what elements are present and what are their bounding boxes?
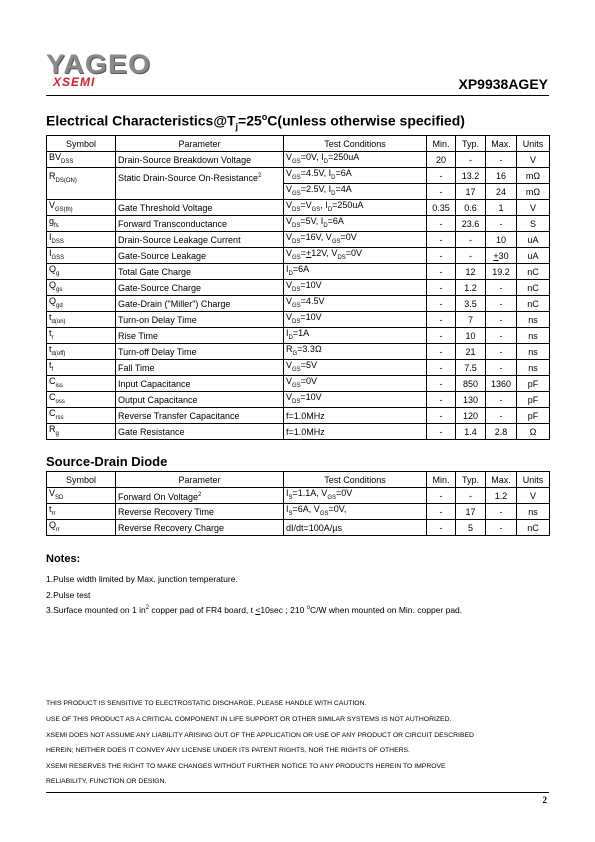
note-3: 3.Surface mounted on 1 $in^2$ copper pad of FR4 board, t <10sec ; 210 $^o$C/W when mounted on Min. copper pad. [46,605,463,615]
typ-cell: 23.6 [456,216,486,232]
min-cell: - [427,488,456,504]
condition-cell: $I_S=1.1A$, $V_{GS}=0V$ [284,488,427,504]
parameter-cell: Rise Time [116,328,284,344]
unit-cell: ns [517,328,550,344]
table-row [47,504,550,520]
max-cell: 10 [486,232,517,248]
column-header: Typ. [456,136,486,152]
symbol-cell: $V_{SD}$ [47,488,116,504]
parameter-cell: Input Capacitance [116,376,284,392]
min-cell: - [427,344,456,360]
parameter-cell: Total Gate Charge [116,264,284,280]
max-cell: 1360 [486,376,517,392]
typ-cell: 0.6 [456,200,486,216]
parameter-cell: Turn-off Delay Time [116,344,284,360]
column-header: Test Conditions [284,136,427,152]
parameter-cell: Gate Threshold Voltage [116,200,284,216]
unit-cell: V [517,152,550,168]
table-row [47,488,550,504]
typ-cell: 12 [456,264,486,280]
disclaimer-line-6: RELIABILITY, FUNCTION OR DESIGN. [46,778,167,785]
symbol-cell: $t_{d(on)}$ [47,312,116,328]
max-cell: 24 [486,184,517,200]
column-header: Parameter [116,136,284,152]
table-row [47,232,550,248]
min-cell: - [427,424,456,440]
typ-cell: - [456,488,486,504]
symbol-cell: $I_{DSS}$ [47,232,116,248]
symbol-cell: $t_r$ [47,328,116,344]
max-cell: - [486,408,517,424]
min-cell: - [427,296,456,312]
column-header: Symbol [47,136,116,152]
electrical-characteristics-table [46,135,550,440]
max-cell: 19.2 [486,264,517,280]
condition-cell: f=1.0MHz [284,424,427,440]
column-header: Max. [486,136,517,152]
yageo-xsemi-logo [46,49,152,89]
max-cell: - [486,296,517,312]
condition-cell: $V_{DS}=16V$, $V_{GS}=0V$ [284,232,427,248]
min-cell: - [427,232,456,248]
table-row [47,216,550,232]
max-cell: +30 [486,248,517,264]
typ-cell: 120 [456,408,486,424]
column-header: Min. [427,136,456,152]
symbol-cell: $g_{fs}$ [47,216,116,232]
min-cell: - [427,312,456,328]
parameter-cell: Forward On Voltage$^2$ [116,488,284,504]
parameter-cell: Forward Transconductance [116,216,284,232]
max-cell: - [486,280,517,296]
condition-cell: $I_S=6A$, $V_{GS}=0V$, [284,504,427,520]
typ-cell: 3.5 [456,296,486,312]
table-row [47,424,550,440]
max-cell: - [486,312,517,328]
table-row [47,520,550,536]
symbol-cell: $Q_g$ [47,264,116,280]
condition-cell: $V_{GS}=0V$ [284,376,427,392]
table-row [47,392,550,408]
parameter-cell: Reverse Transfer Capacitance [116,408,284,424]
condition-cell: $V_{DS}=5V$, $I_D=6A$ [284,216,427,232]
column-header: Test Conditions [284,472,427,488]
condition-cell: $V_{GS}=2.5V$, $I_D=4A$ [284,184,427,200]
unit-cell: nC [517,296,550,312]
symbol-cell: $BV_{DSS}$ [47,152,116,168]
parameter-cell: Gate-Source Charge [116,280,284,296]
min-cell: - [427,376,456,392]
unit-cell: nC [517,520,550,536]
logo-sub: XSEMI [53,75,96,89]
min-cell: 0.35 [427,200,456,216]
unit-cell: uA [517,232,550,248]
section-title-electrical: Electrical $Characteristics@T_j=25^oC(unless$ otherwise specified) [46,112,465,132]
max-cell: 2.8 [486,424,517,440]
typ-cell: 17 [456,504,486,520]
min-cell: - [427,280,456,296]
unit-cell: pF [517,408,550,424]
note-2: 2.Pulse test [46,590,91,600]
typ-cell: 130 [456,392,486,408]
column-header: Min. [427,472,456,488]
unit-cell: pF [517,392,550,408]
parameter-cell: Reverse Recovery Time [116,504,284,520]
symbol-cell: $Q_{gd}$ [47,296,116,312]
column-header: Units [517,472,550,488]
unit-cell: pF [517,376,550,392]
min-cell: - [427,328,456,344]
typ-cell: - [456,232,486,248]
table-row [47,168,550,184]
max-cell: - [486,520,517,536]
column-header: Units [517,136,550,152]
footer-divider [46,792,549,793]
column-header: Symbol [47,472,116,488]
part-number: XP9938AGEY [458,76,548,92]
unit-cell: mΩ [517,184,550,200]
table-row [47,328,550,344]
max-cell: - [486,328,517,344]
table-row [47,312,550,328]
condition-cell: $V_{GS}=5V$ [284,360,427,376]
max-cell: - [486,392,517,408]
symbol-cell: $V_{GS(th)}$ [47,200,116,216]
header-divider [46,95,549,96]
table-row [47,280,550,296]
typ-cell: 17 [456,184,486,200]
table-row [47,264,550,280]
column-header: Max. [486,472,517,488]
symbol-cell: $R_g$ [47,424,116,440]
typ-cell: 850 [456,376,486,392]
symbol-cell: $I_{GSS}$ [47,248,116,264]
page-number: 2 [542,795,547,805]
typ-cell: - [456,152,486,168]
disclaimer-line-2: USE OF THIS PRODUCT AS A CRITICAL COMPONENT IN LIFE SUPPORT OR OTHER SIMILAR SYSTEMS IS NOT AUTHORIZED. [46,716,452,723]
disclaimer-line-5: XSEMI RESERVES THE RIGHT TO MAKE CHANGES WITHOUT FURTHER NOTICE TO ANY PRODUCTS HEREIN TO IMPROVE [46,763,446,770]
unit-cell: V [517,488,550,504]
disclaimer-line-4: HEREIN; NEITHER DOES IT CONVEY ANY LICENSE UNDER ITS PATENT RIGHTS, NOR THE RIGHTS OF OTHERS. [46,747,410,754]
typ-cell: 21 [456,344,486,360]
min-cell: - [427,520,456,536]
unit-cell: ns [517,360,550,376]
condition-cell: $V_{GS}=4.5V$, $I_D=6A$ [284,168,427,184]
table-row [47,360,550,376]
max-cell: 1.2 [486,488,517,504]
disclaimer-line-3: XSEMI DOES NOT ASSUME ANY LIABILITY ARISING OUT OF THE APPLICATION OR USE OF ANY PRODUCT OR CIRCUIT DESCRIBED [46,732,474,739]
condition-cell: $V_{DS}=V_{GS}$, $I_D=250uA$ [284,200,427,216]
max-cell: - [486,344,517,360]
min-cell: - [427,168,456,184]
max-cell: - [486,152,517,168]
typ-cell: 7 [456,312,486,328]
condition-cell: $V_{DS}=10V$ [284,392,427,408]
parameter-cell: Gate-Drain ("Miller") Charge [116,296,284,312]
symbol-cell: $C_{iss}$ [47,376,116,392]
min-cell: - [427,408,456,424]
table-row [47,200,550,216]
max-cell: 1 [486,200,517,216]
parameter-cell: Static Drain-Source On-Resistance$^2$ [116,168,284,200]
unit-cell: S [517,216,550,232]
parameter-cell: Output Capacitance [116,392,284,408]
disclaimer-line-1: THIS PRODUCT IS SENSITIVE TO ELECTROSTATIC DISCHARGE, PLEASE HANDLE WITH CAUTION. [46,700,367,707]
column-header: Typ. [456,472,486,488]
table-row [47,152,550,168]
unit-cell: ns [517,344,550,360]
symbol-cell: $t_f$ [47,360,116,376]
parameter-cell: Gate Resistance [116,424,284,440]
condition-cell: dI/dt=100A/µs [284,520,427,536]
section-title-source-drain: Source-Drain Diode [46,454,168,469]
typ-cell: 10 [456,328,486,344]
unit-cell: mΩ [517,168,550,184]
min-cell: - [427,264,456,280]
max-cell: - [486,216,517,232]
symbol-cell: $Q_{gs}$ [47,280,116,296]
table-row [47,376,550,392]
min-cell: - [427,184,456,200]
condition-cell: f=1.0MHz [284,408,427,424]
parameter-cell: Turn-on Delay Time [116,312,284,328]
parameter-cell: Gate-Source Leakage [116,248,284,264]
condition-cell: $I_D=6A$ [284,264,427,280]
table-row [47,344,550,360]
typ-cell: - [456,248,486,264]
condition-cell: $V_{GS}=4.5V$ [284,296,427,312]
typ-cell: 1.4 [456,424,486,440]
table-row [47,248,550,264]
symbol-cell: $C_{rss}$ [47,408,116,424]
condition-cell: $I_D=1A$ [284,328,427,344]
parameter-cell: Fall Time [116,360,284,376]
unit-cell: V [517,200,550,216]
symbol-cell: $R_{DS(ON)}$ [47,168,116,200]
symbol-cell: $t_{d(off)}$ [47,344,116,360]
symbol-cell: $t_{rr}$ [47,504,116,520]
typ-cell: 1.2 [456,280,486,296]
notes-heading: Notes: [46,553,81,565]
unit-cell: Ω [517,424,550,440]
unit-cell: ns [517,312,550,328]
note-1: 1.Pulse width limited by Max. junction temperature. [46,574,238,584]
unit-cell: uA [517,248,550,264]
unit-cell: ns [517,504,550,520]
condition-cell: $V_{GS}=+12V$, $V_{DS}=0V$ [284,248,427,264]
min-cell: - [427,504,456,520]
parameter-cell: Drain-Source Breakdown Voltage [116,152,284,168]
max-cell: 16 [486,168,517,184]
min-cell: 20 [427,152,456,168]
column-header: Parameter [116,472,284,488]
parameter-cell: Drain-Source Leakage Current [116,232,284,248]
unit-cell: nC [517,264,550,280]
parameter-cell: Reverse Recovery Charge [116,520,284,536]
typ-cell: 13.2 [456,168,486,184]
table-row [47,408,550,424]
condition-cell: $V_{DS}=10V$ [284,280,427,296]
condition-cell: $V_{DS}=10V$ [284,312,427,328]
typ-cell: 7.5 [456,360,486,376]
max-cell: - [486,504,517,520]
condition-cell: $V_{GS}=0V$, $I_D=250uA$ [284,152,427,168]
symbol-cell: $C_{oss}$ [47,392,116,408]
table-row [47,296,550,312]
symbol-cell: $Q_{rr}$ [47,520,116,536]
min-cell: - [427,216,456,232]
min-cell: - [427,360,456,376]
condition-cell: $R_G=3.3\Omega$ [284,344,427,360]
unit-cell: nC [517,280,550,296]
max-cell: - [486,360,517,376]
logo-main: YAGEO [46,49,152,79]
source-drain-diode-table [46,471,550,536]
typ-cell: 5 [456,520,486,536]
min-cell: - [427,248,456,264]
min-cell: - [427,392,456,408]
